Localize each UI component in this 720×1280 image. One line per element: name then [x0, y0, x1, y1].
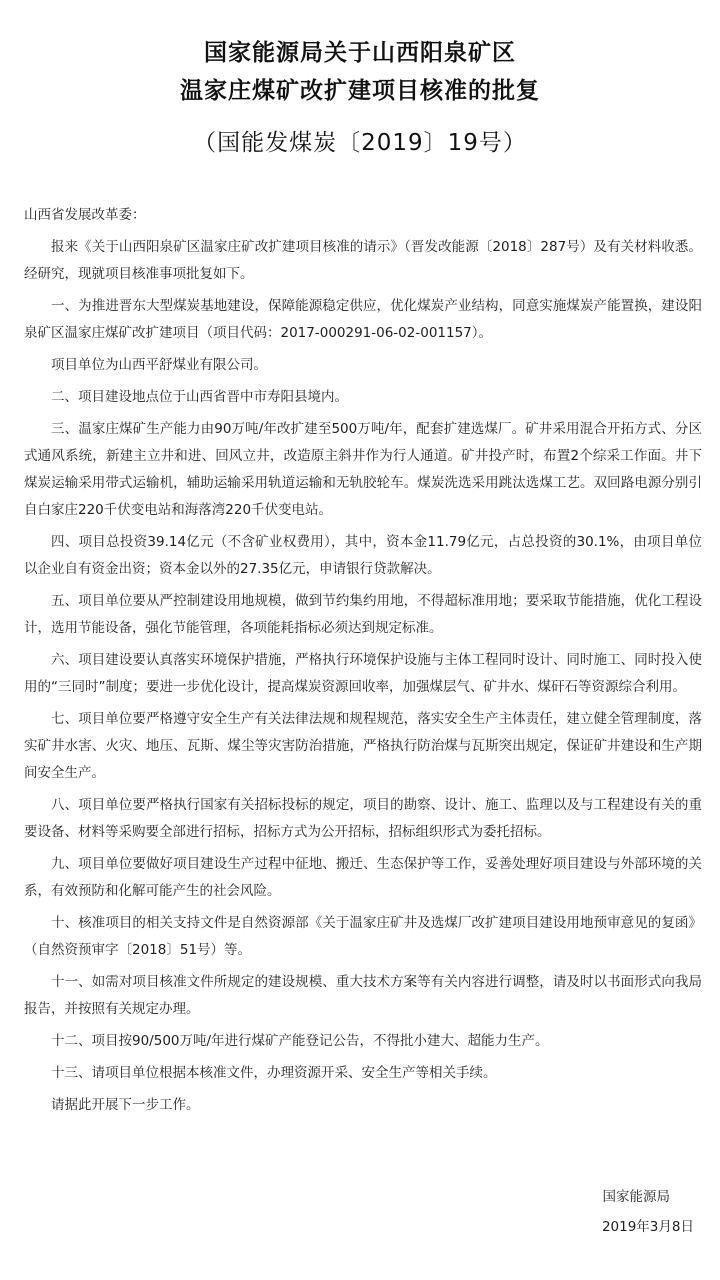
document-title-line-1: 国家能源局关于山西阳泉矿区 [204, 40, 516, 66]
issuing-organization: 国家能源局 [602, 1189, 670, 1205]
paragraph-7: 七、项目单位要严格遵守安全生产有关法律法规和规程规范，落实安全生产主体责任，建立健全管理制度，落实矿井水害、火灾、地压、瓦斯、煤尘等灾害防治措施，严格执行防治煤与瓦斯突出规定，保证矿井建设和生产期间安全生产。 [24, 711, 702, 781]
document-number: （国能发煤炭〔2019〕19号） [193, 130, 527, 156]
paragraph-6: 六、项目建设要认真落实环境保护措施，严格执行环境保护设施与主体工程同时设计、同时施工、同时投入使用的“三同时”制度；要进一步优化设计，提高煤炭资源回收率，加强煤层气、矿井水、煤矸石等资源综合利用。 [24, 652, 702, 695]
paragraph-2: 二、项目建设地点位于山西省晋中市寿阳县境内。 [51, 389, 348, 405]
paragraph-3: 三、温家庄煤矿生产能力由90万吨/年改扩建至500万吨/年，配套扩建选煤厂。矿井采用混合开拓方式、分区式通风系统，新建主立井和进、回风立井，改造原主斜井作为行人通道。矿井投产时，布置2个综采工作面。井下煤炭运输采用带式运输机，辅助运输采用轨道运输和无轨胶轮车。煤炭洗选采用跳汰选煤工艺。双回路电源分别引自白家庄220千伏变电站和海落湾220千伏变电站。 [24, 421, 702, 518]
paragraph-project-unit: 项目单位为山西平舒煤业有限公司。 [51, 357, 267, 373]
paragraph-intro: 报来《关于山西阳泉矿区温家庄矿改扩建项目核准的请示》（晋发改能源〔2018〕287号）及有关材料收悉。经研究，现就项目核准事项批复如下。 [24, 239, 702, 282]
paragraph-12: 十二、项目按90/500万吨/年进行煤矿产能登记公告，不得批小建大、超能力生产。 [51, 1033, 549, 1049]
document-header [0, 34, 720, 162]
paragraph-5: 五、项目单位要从严控制建设用地规模，做到节约集约用地，不得超标准用地；要采取节能措施，优化工程设计，选用节能设备，强化节能管理，各项能耗指标必须达到规定标准。 [24, 593, 702, 636]
paragraph-9: 九、项目单位要做好项目建设生产过程中征地、搬迁、生态保护等工作，妥善处理好项目建设与外部环境的关系，有效预防和化解可能产生的社会风险。 [24, 856, 702, 899]
paragraph-4: 四、项目总投资39.14亿元（不含矿业权费用），其中，资本金11.79亿元，占总投资的30.1%，由项目单位以企业自有资金出资；资本金以外的27.35亿元，申请银行贷款解决。 [24, 534, 702, 577]
signature-block [494, 1182, 694, 1242]
addressee: 山西省发展改革委： [24, 207, 146, 223]
paragraph-8: 八、项目单位要严格执行国家有关招标投标的规定，项目的勘察、设计、施工、监理以及与工程建设有关的重要设备、材料等采购要全部进行招标，招标方式为公开招标，招标组织形式为委托招标。 [24, 797, 702, 840]
paragraph-13: 十三、请项目单位根据本核准文件，办理资源开采、安全生产等相关手续。 [51, 1065, 497, 1081]
paragraph-1: 一、为推进晋东大型煤炭基地建设，保障能源稳定供应，优化煤炭产业结构，同意实施煤炭产能置换，建设阳泉矿区温家庄煤矿改扩建项目（项目代码：2017-000291-06-02-001157）。 [24, 298, 702, 341]
paragraph-closing: 请据此开展下一步工作。 [51, 1097, 200, 1113]
document-body [24, 202, 702, 1119]
paragraph-11: 十一、如需对项目核准文件所规定的建设规模、重大技术方案等有关内容进行调整，请及时以书面形式向我局报告，并按照有关规定办理。 [24, 974, 702, 1017]
paragraph-10: 十、核准项目的相关支持文件是自然资源部《关于温家庄矿井及选煤厂改扩建项目建设用地预审意见的复函》（自然资预审字〔2018〕51号）等。 [24, 915, 702, 958]
issue-date: 2019年3月8日 [601, 1219, 694, 1235]
document-title-line-2: 温家庄煤矿改扩建项目核准的批复 [180, 78, 540, 104]
